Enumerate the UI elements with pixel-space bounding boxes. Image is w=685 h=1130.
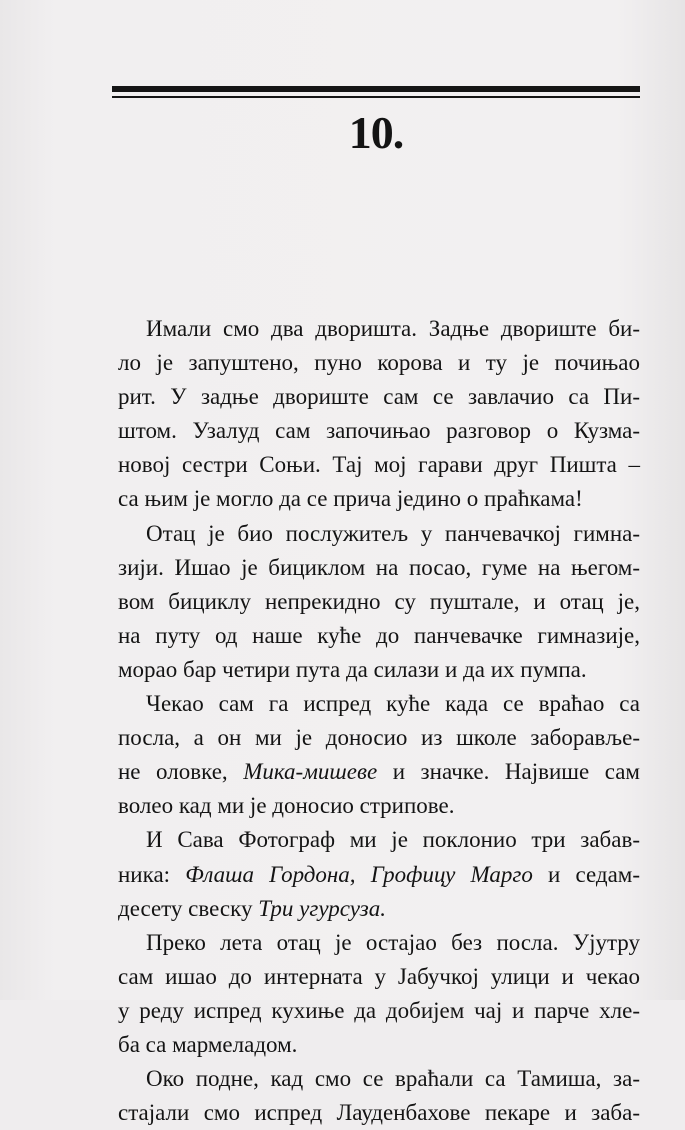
- text-segment: волео кад ми је доносио стрипове.: [118, 793, 455, 819]
- text-segment: не оловке,: [118, 759, 244, 785]
- text-line: [118, 789, 640, 823]
- text-segment: на путу од наше куће до панчевачке гимназије,: [118, 622, 640, 648]
- text-line: [118, 823, 640, 857]
- text-segment: сам ишао до интерната у Јабучкој улици и чекао: [118, 963, 640, 989]
- text-segment: Имали смо два дворишта. Задње двориште би-: [146, 316, 640, 341]
- text-segment: вом бициклу непрекидно су пуштале, и отац је,: [118, 588, 640, 614]
- text-segment: ника:: [118, 861, 186, 887]
- text-segment: ло је запуштено, пуно корова и ту је почињао: [118, 350, 640, 376]
- text-line: [118, 687, 640, 721]
- text-segment: зији. Ишао је бициклом на посао, гуме на његом-: [118, 554, 640, 580]
- text-segment: Преко лета отац је остајао без посла. Ујутру: [146, 929, 640, 955]
- text-line: [118, 1096, 640, 1130]
- header-rule-thin: [112, 96, 640, 98]
- text-line: [118, 653, 640, 687]
- text-line: [118, 1062, 640, 1096]
- text-line: [118, 755, 640, 789]
- text-segment: И Сава Фотограф ми је поклонио три забав-: [146, 827, 640, 853]
- text-segment: десету свеску: [118, 895, 259, 921]
- text-segment: ба са мармеладом.: [118, 1031, 298, 1057]
- text-line: [118, 960, 640, 994]
- text-line: [118, 926, 640, 960]
- text-segment: Око подне, кад смо се враћали са Тамиша, за-: [146, 1066, 640, 1092]
- text-segment: у реду испред кухиње да добијем чај и парче хле-: [118, 997, 640, 1023]
- text-segment: и седам-: [532, 861, 640, 887]
- text-line: [118, 517, 640, 551]
- text-line: [118, 721, 640, 755]
- text-segment: и значке. Највише сам: [377, 759, 640, 785]
- text-segment: посла, а он ми је доносио из школе заборављe-: [118, 725, 640, 751]
- text-line: [118, 892, 640, 926]
- text-segment: Отац је био послужитељ у панчевачкој гимна-: [146, 520, 640, 546]
- text-segment: стајали смо испред Лауденбахове пекаре и заба-: [118, 1100, 640, 1126]
- chapter-body-text: [118, 312, 640, 1130]
- text-segment: новој сестри Соњи. Тај мој гарави друг Пишта –: [118, 452, 640, 478]
- text-segment: морао бар четири пута да силази и да их пумпа.: [118, 656, 587, 682]
- text-line: [118, 380, 640, 414]
- text-line: [118, 994, 640, 1028]
- text-line: [118, 858, 640, 892]
- text-line: [118, 585, 640, 619]
- italic-title: Флаша Гордона, Грофицу Марго: [185, 861, 533, 887]
- text-segment: Чекао сам га испред куће када се враћао са: [146, 691, 640, 717]
- header-rule-thick: [112, 86, 640, 92]
- text-line: [118, 414, 640, 448]
- text-segment: штом. Узалуд сам започињао разговор о Кузма-: [118, 418, 640, 444]
- text-line: [118, 346, 640, 380]
- italic-title: Мика-мишеве: [243, 759, 378, 785]
- text-segment: са њим је могло да се прича једино о праћкама!: [118, 486, 583, 512]
- text-line: [118, 482, 640, 516]
- text-segment: рит. У задње двориште сам се завлачио са Пи-: [118, 384, 640, 410]
- text-line: [118, 312, 640, 346]
- text-line: [118, 1028, 640, 1062]
- chapter-number: 10.: [348, 107, 404, 158]
- text-line: [118, 551, 640, 585]
- text-line: [118, 448, 640, 482]
- italic-title: Три угурсуза.: [258, 895, 386, 921]
- text-line: [118, 619, 640, 653]
